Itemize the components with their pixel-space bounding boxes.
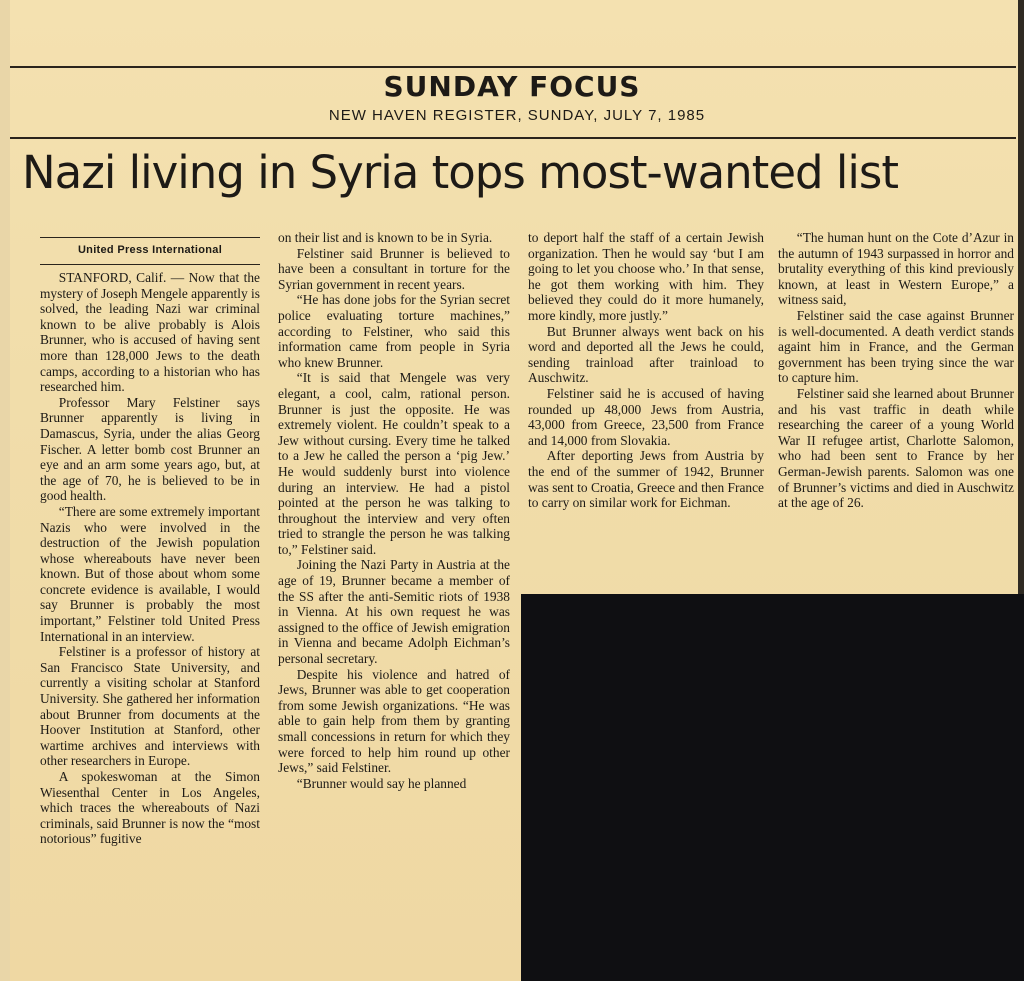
dateline: NEW HAVEN REGISTER, SUNDAY, JULY 7, 1985 [328,107,706,124]
paragraph: After deporting Jews from Austria by the end of the summer of 1942, Brunner was sent to Croatia, Greece and then France to carry on similar work for Eichman. [528,448,764,511]
paragraph: Professor Mary Felstiner says Brunner apparently is living in Damascus, Syria, under the alias Georg Fischer. A letter bomb cost Brunner an eye and an arm some years ago, but, at the age of 70, he is believed to be in good health. [40,394,260,504]
paragraph: STANFORD, Calif. — Now that the mystery of Joseph Mengele apparently is solved, the leading Nazi war criminal known to be alive probably is Alois Brunner, who is accused of having sent more than 128,000 Jews to the death camps, according to a historian who has researched him. [40,270,260,395]
paragraph: Felstiner is a professor of history at San Francisco State University, and currently a visiting scholar at Stanford University. She gathered her information about Brunner from documents at the Hoover Institution at Stanford, other wartime archives and interviews with other researchers in Europe. [40,644,260,769]
paragraph: Felstiner said the case against Brunner is well-documented. A death verdict stands againt him in France, and the German government has been trying since the war to capture him. [778,307,1014,386]
paragraph: But Brunner always went back on his word and deported all the Jews he could, sending trainload after trainload to Auschwitz. [528,323,764,386]
article-column-2 [278,230,510,791]
headline: Nazi living in Syria tops most-wanted list [22,146,898,199]
paragraph: on their list and is known to be in Syria. [278,230,493,245]
article-column-3 [528,230,764,511]
paragraph: “It is said that Mengele was very elegant, a cool, calm, rational person. Brunner is just the opposite. He was extremely violent. He couldn’t speak to a Jew without cursing. Every time he talked to a Jew he called the person a ‘pig Jew.’ He would suddenly burst into violence during an interview. He had a pistol pointed at the person he was talking to throughout the interview and very often tried to strangle the person he was talking to,” Felstiner said. [278,370,510,557]
paragraph: “There are some extremely important Nazis who were involved in the destruction of the Jewish population whose whereabouts have never been known. But of those about whom some concrete evidence is available, I would say Brunner is probably the most important,” Felstiner told United Press International in an interview. [40,503,260,644]
top-rule [10,66,1016,68]
paragraph: Felstiner said he is accused of having rounded up 48,000 Jews from Austria, 43,000 from Greece, 23,500 from France and 14,000 from Slovakia. [528,385,764,448]
paragraph: Joining the Nazi Party in Austria at the age of 19, Brunner became a member of the SS after the anti-Semitic riots of 1938 in Vienna. At his own request he was assigned to the office of Jewish emigration in Vienna and became Adolph Eichman’s personal secretary. [278,557,510,667]
byline: United Press International [77,244,223,256]
article-column-1 [40,270,260,847]
paragraph: A spokeswoman at the Simon Wiesenthal Center in Los Angeles, which traces the whereabouts of Nazi criminals, said Brunner is now the “most notorious” fugitive [40,769,260,847]
byline-rule-bottom [40,264,260,265]
paragraph: Felstiner said Brunner is believed to have been a consultant in torture for the Syrian government in recent years. [278,245,510,292]
paragraph: “Brunner would say he planned [296,775,467,791]
paragraph: to deport half the staff of a certain Jewish organization. Then he would say ‘but I am going to let you choose who.’ In that sense, he got them working with him. They believed they could do it more humanely, more kindly, more justly.” [528,230,764,323]
byline-rule-top [40,237,260,238]
paragraph: “He has done jobs for the Syrian secret police evaluating torture machines,” according to Felstiner, who said this information came from people in Syria who knew Brunner. [278,292,510,370]
article-column-4 [778,230,1014,511]
paragraph: Felstiner said she learned about Brunner and his vast traffic in death while researching the career of a young World War II refugee artist, Charlotte Salomon, who had been sent to France by her German-Jewish parents. Salomon was one of Brunner’s victims and died in Auschwitz at the age of 26. [778,385,1014,511]
paragraph: Despite his violence and hatred of Jews, Brunner was able to get cooperation from some Jewish organizations. “He was able to gain help from them by granting small concessions in return for which they were forced to help him round up other Jews,” said Felstiner. [278,666,510,776]
paragraph: “The human hunt on the Cote d’Azur in the autumn of 1943 surpassed in horror and brutality everything of this kind previously known, at least in Western Europe,” a witness said, [778,230,1014,308]
dark-background-area [521,594,1024,981]
section-title: SUNDAY FOCUS [383,70,641,103]
header-rule [10,137,1016,139]
